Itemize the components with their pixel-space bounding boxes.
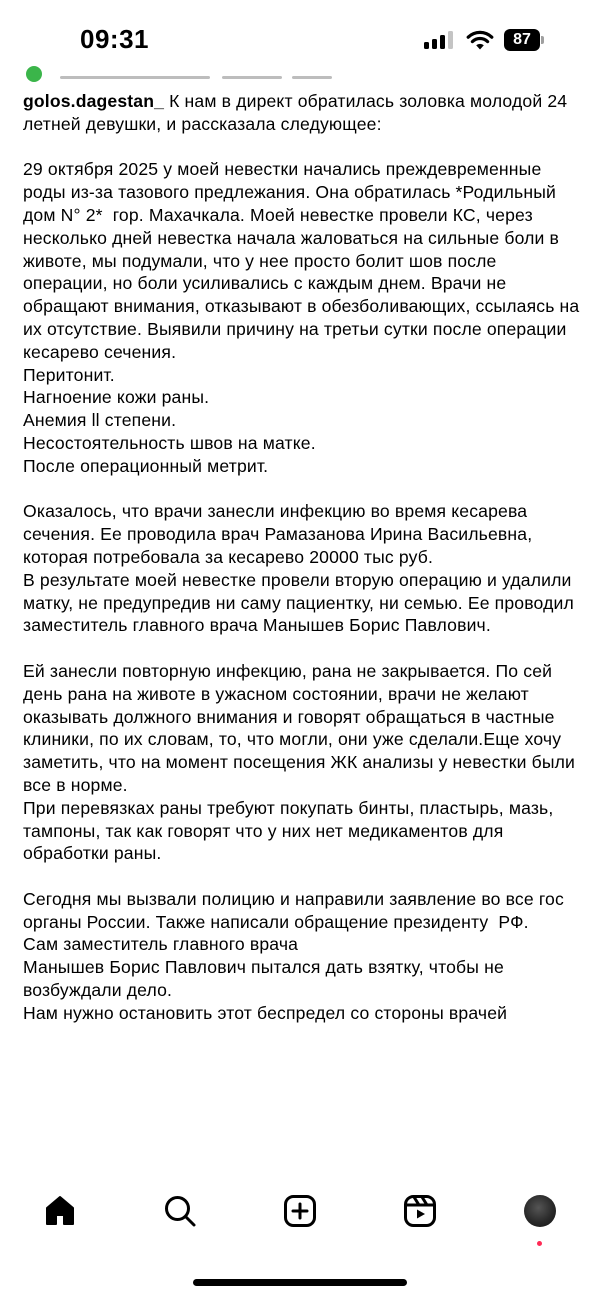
wifi-icon [466, 29, 494, 51]
nav-create-button[interactable] [270, 1186, 330, 1236]
story-ring-icon [26, 66, 42, 82]
nav-profile-button[interactable] [510, 1186, 570, 1236]
battery-icon [504, 29, 544, 51]
search-icon [163, 1194, 197, 1228]
battery-level: 87 [504, 29, 540, 51]
home-indicator[interactable] [193, 1279, 407, 1286]
previous-row-clipped [0, 62, 600, 80]
notification-dot [537, 1241, 542, 1246]
nav-reels-button[interactable] [390, 1186, 450, 1236]
nav-home-button[interactable] [30, 1186, 90, 1236]
post-username[interactable]: golos.dagestan_ [23, 91, 165, 111]
reels-icon [403, 1194, 437, 1228]
profile-avatar [524, 1195, 556, 1227]
home-icon [43, 1194, 77, 1228]
status-time: 09:31 [80, 24, 149, 54]
nav-search-button[interactable] [150, 1186, 210, 1236]
bottom-navigation [0, 1186, 600, 1256]
post-caption [23, 90, 583, 1172]
caption-text: К нам в директ обратилась золовка молодой 24 летней девушки, и рассказала следующее: 29 октября 2025 у моей невестки начались преждевременные роды из-за тазового предлежания. Она обратилась *Родильный дом N° 2* гор. Махачкала. Моей невестке провели КС, через несколько дней невестка начала жаловаться на сильные боли в животе, мы подумали, что у нее просто болит шов после операции, но боли усиливались с каждым днем. Врачи не обращают внимания, отказывают в обезболивающих, ссылаясь на их отсутствие. Выявили причину на третьи сутки после операции кесарево сечения. Перитонит. Нагноение кожи раны. Анемия ll степени. Несостоятельность швов на матке. После операционный метрит. Оказалось, что врачи занесли инфекцию во время кесарева сечения. Ее проводила врач Рамазанова Ирина Васильевна, которая потребовала за кесарево 20000 тыс руб. В результате моей невестке провели вторую операцию и удалили матку, не предупредив ни саму пациентку, ни семью. Ее проводил заместитель главного врача Манышев Борис Павлович. Ей занесли повторную инфекцию, рана не закрывается. По сей день рана на животе в ужасном состоянии, врачи не желают оказывать должного внимания и говорят обращаться в частные клиники, по их словам, то, что могли, они уже сделали.Еще хочу заметить, что на момент посещения ЖК анализы у невестки были все в норме. При перевязках раны требуют покупать бинты, пластырь, мазь, тампоны, так как говорят что у них нет медикаментов для обработки раны. Сегодня мы вызвали полицию и направили заявление во все гос органы России. Также написали обращение президенту РФ. Сам заместитель главного врача Манышев Борис Павлович пытался дать взятку, чтобы не возбуждали дело. Нам нужно остановить этот беспредел со стороны врачей [23, 91, 580, 1023]
signal-icon [424, 31, 456, 49]
create-post-icon [283, 1194, 317, 1228]
